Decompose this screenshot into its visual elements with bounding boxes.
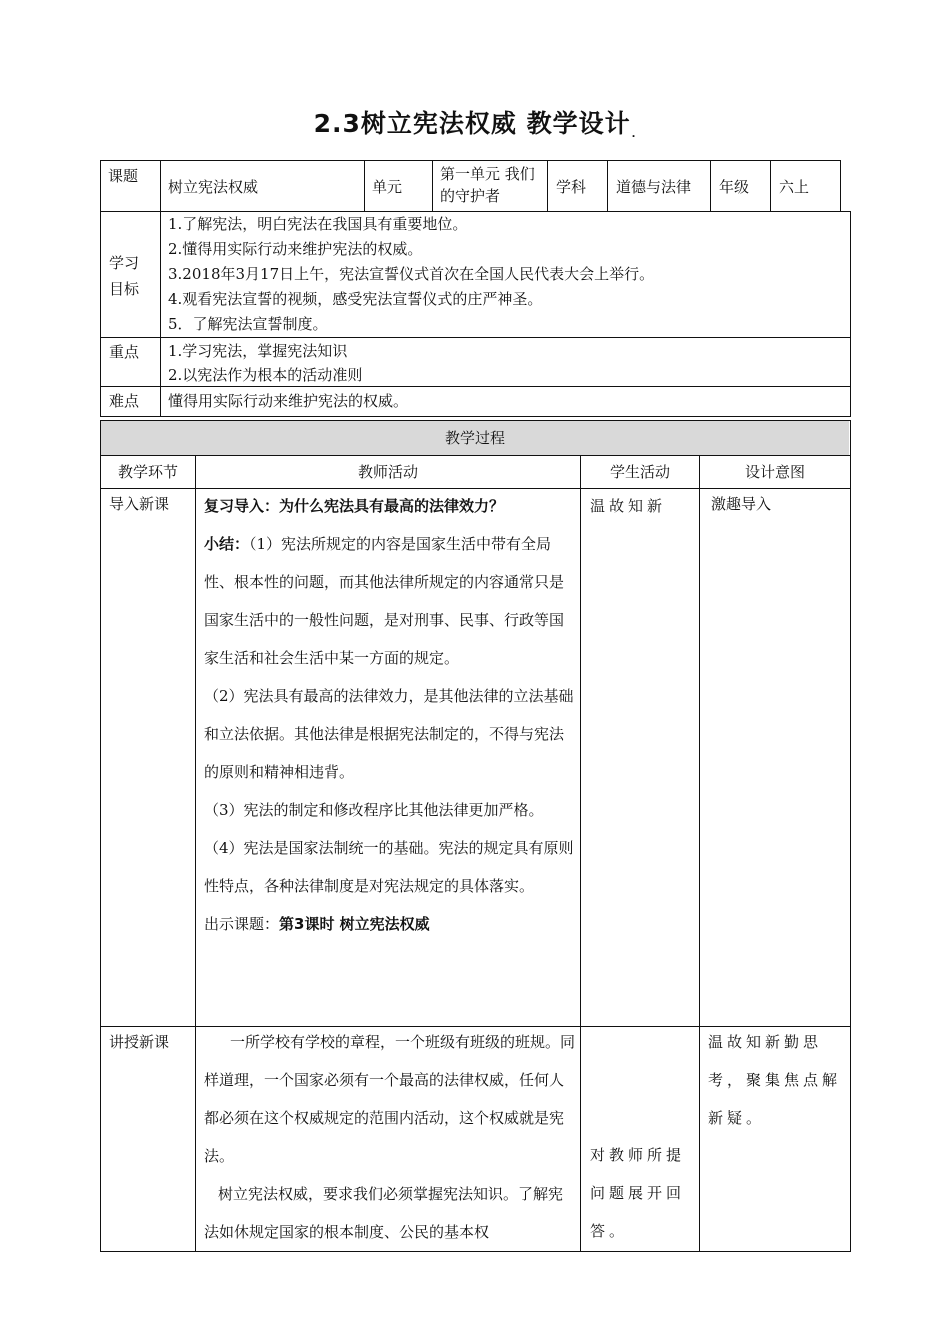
design-intent: 激趣导入 (711, 495, 772, 513)
stage-label: 导入新课 (109, 495, 170, 513)
column-header: 设计意图 (744, 463, 805, 481)
student-activity: 温故知新 (590, 497, 667, 515)
difficulty-label: 难点 (109, 392, 140, 410)
difficulty-text: 懂得用实际行动来维护宪法的权威。 (168, 392, 409, 410)
goal-item: 1.了解宪法，明白宪法在我国具有重要地位。 (168, 215, 468, 233)
student-activity: 对教师所提问题展开回答。 (590, 1146, 686, 1240)
key-points-list (168, 339, 362, 387)
goals-list (168, 212, 654, 337)
page-title: 2.3树立宪法权威 教学设计. (313, 109, 637, 140)
stage-label: 讲授新课 (109, 1033, 170, 1051)
grade-label: 年级 (719, 178, 750, 196)
teacher-activity: 复习导入：为什么宪法具有最高的法律效力？ 小结：（1）宪法所规定的内容是国家生活中带有全局性、根本性的问题，而其他法律所规定的内容通常只是国家生活中的一般性问题，是对刑事、民事、行政等国家生活和社会生活中某一方面的规定。 （2）宪法具有最高的法律效力，是其他法律的立法基础和立法依据。其他法律是根据宪法制定的，不得与宪法的原则和精神相违背。 （3）宪法的制定和修改程序比其他法律更加严格。 （4）宪法是国家法制统一的基础。宪法的规定具有原则性特点，各种法律制度是对宪法规定的具体落实。 出示课题：第3课时 树立宪法权威 (204, 497, 574, 933)
goal-item: 2.懂得用实际行动来维护宪法的权威。 (168, 240, 423, 258)
unit-value: 第一单元 我们的守护者 (440, 165, 535, 205)
design-intent: 温故知新勤思考，聚集焦点解新疑。 (708, 1033, 842, 1127)
topic-value: 树立宪法权威 (168, 178, 259, 196)
key-point-item: 1.学习宪法，掌握宪法知识 (168, 342, 348, 360)
key-points-label: 重点 (109, 343, 140, 361)
unit-label: 单元 (372, 178, 403, 196)
goals-label: 学习 目标 (109, 254, 140, 298)
column-header: 教学环节 (117, 463, 178, 481)
grade-value: 六上 (779, 178, 810, 196)
key-point-item: 2.以宪法作为根本的活动准则 (168, 366, 363, 384)
goal-item: 3.2018年3月17日上午，宪法宣誓仪式首次在全国人民代表大会上举行。 (168, 265, 655, 283)
column-header: 教师活动 (357, 463, 418, 481)
teacher-activity: 一所学校有学校的章程，一个班级有班级的班规。同样道理，一个国家必须有一个最高的法律权威，任何人都必须在这个权威规定的范围内活动，这个权威就是宪法。 树立宪法权威，要求我们必须掌握宪法知识。了解宪法如休规定国家的根本制度、公民的基本权 (204, 1033, 576, 1241)
subject-label: 学科 (556, 178, 587, 196)
process-title: 教学过程 (444, 429, 505, 447)
goal-item: 4.观看宪法宣誓的视频，感受宪法宣誓仪式的庄严神圣。 (168, 290, 543, 308)
goal-item: 5．了解宪法宣誓制度。 (168, 315, 328, 333)
column-header: 学生活动 (609, 463, 670, 481)
subject-value: 道德与法律 (616, 178, 692, 196)
topic-label: 课题 (108, 167, 139, 185)
